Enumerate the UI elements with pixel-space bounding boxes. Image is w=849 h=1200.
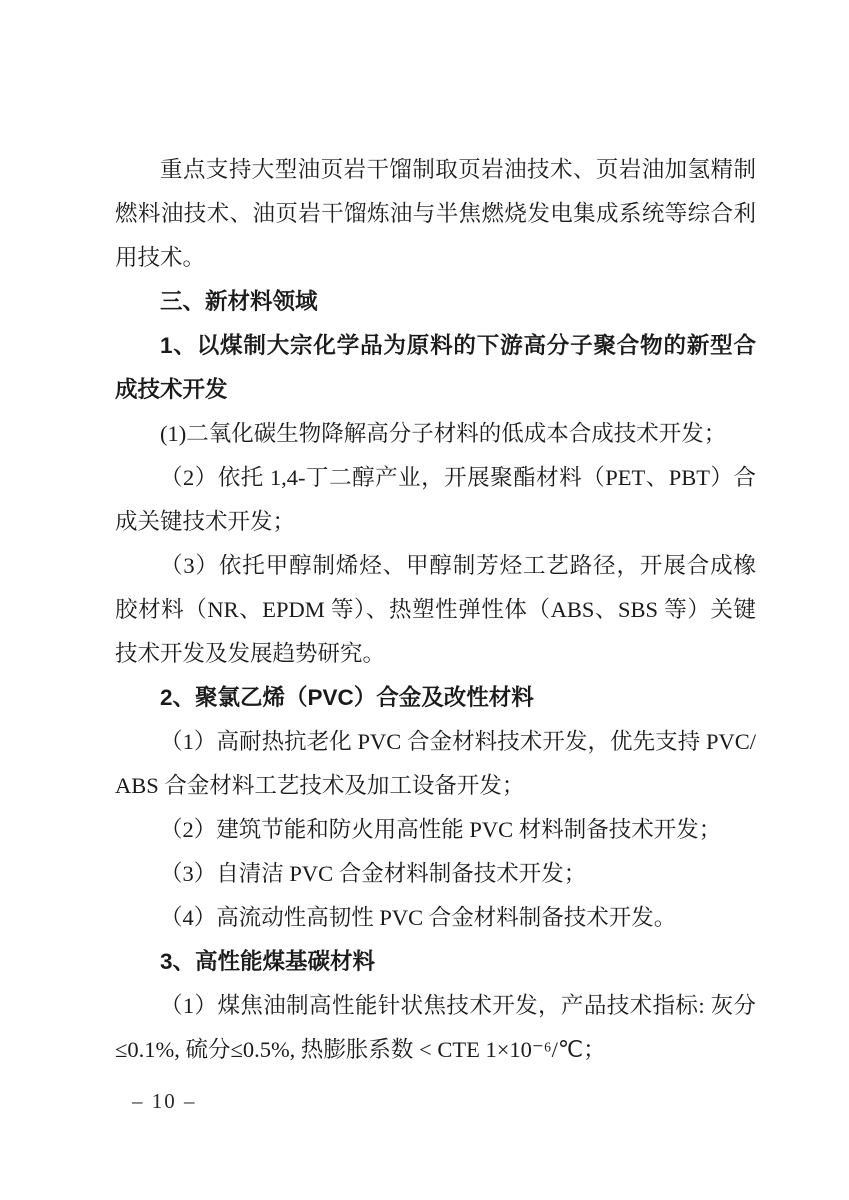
paragraph-2-bdo-polyester: （2）依托 1,4-丁二醇产业，开展聚酯材料（PET、PBT）合成关键技术开发； — [115, 465, 756, 534]
heading-item-3-coal-carbon: 3、高性能煤基碳材料 — [160, 949, 376, 974]
paragraph-4-pvc-high-flow: （4）高流动性高韧性 PVC 合金材料制备技术开发。 — [160, 905, 677, 930]
paragraph-3-pvc-self-cleaning: （3）自清洁 PVC 合金材料制备技术开发； — [160, 861, 587, 886]
heading-section-3-new-materials: 三、新材料领域 — [160, 289, 318, 314]
paragraph-1-co2-biodegradable: (1)二氧化碳生物降解高分子材料的低成本合成技术开发； — [160, 421, 727, 446]
page-number: – 10 – — [132, 1089, 197, 1113]
heading-item-2-pvc-alloy: 2、聚氯乙烯（PVC）合金及改性材料 — [160, 685, 534, 710]
heading-item-1-polymer-synthesis: 1、以煤制大宗化学品为原料的下游高分子聚合物的新型合成技术开发 — [115, 333, 756, 402]
paragraph-1-pvc-heat-aging: （1）高耐热抗老化 PVC 合金材料技术开发，优先支持 PVC/ABS 合金材料工艺技术及加工设备开发； — [115, 729, 756, 798]
paragraph-3-methanol-rubber: （3）依托甲醇制烯烃、甲醇制芳烃工艺路径，开展合成橡胶材料（NR、EPDM 等）、热塑性弹性体（ABS、SBS 等）关键技术开发及发展趋势研究。 — [115, 553, 756, 666]
document-body — [115, 148, 756, 1072]
page-footer — [132, 1087, 197, 1115]
paragraph-oil-shale-support: 重点支持大型油页岩干馏制取页岩油技术、页岩油加氢精制燃料油技术、油页岩干馏炼油与半焦燃烧发电集成系统等综合利用技术。 — [115, 157, 756, 270]
paragraph-1-needle-coke: （1）煤焦油制高性能针状焦技术开发，产品技术指标: 灰分≤0.1%, 硫分≤0.5%, 热膨胀系数 < CTE 1×10⁻⁶/℃； — [115, 993, 756, 1062]
paragraph-2-pvc-building-fireproof: （2）建筑节能和防火用高性能 PVC 材料制备技术开发； — [160, 817, 722, 842]
